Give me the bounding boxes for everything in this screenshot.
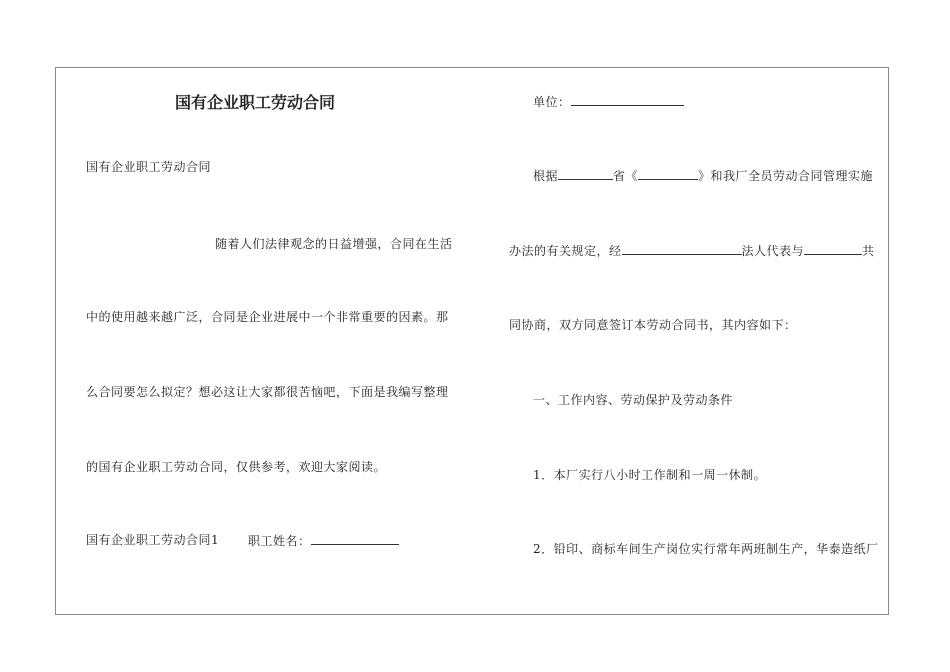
basis-text-e: 法人代表与 xyxy=(741,244,805,258)
contract-heading: 国有企业职工劳动合同1 xyxy=(86,533,220,547)
basis-text-a: 根据 xyxy=(533,169,559,183)
unit-line xyxy=(533,94,684,109)
clause-2: 2．铅印、商标车间生产岗位实行常年两班制生产，华泰造纸厂 xyxy=(533,542,879,556)
basis-text-b: 省《 xyxy=(613,169,639,183)
approver-blank xyxy=(622,243,742,255)
unit-blank xyxy=(571,94,684,106)
province-blank xyxy=(558,168,613,180)
intro-line-2: 中的使用越来越广泛，合同是企业进展中一个非常重要的因素。那 xyxy=(86,310,449,324)
section-1-heading: 一、工作内容、劳动保护及劳动条件 xyxy=(533,393,734,407)
document-subtitle: 国有企业职工劳动合同 xyxy=(86,160,212,174)
basis-line-3: 同协商，双方同意签订本劳动合同书，其内容如下： xyxy=(509,318,797,332)
basis-line-2 xyxy=(509,243,875,258)
employee-name-blank xyxy=(311,533,399,545)
basis-text-d: 办法的有关规定，经 xyxy=(509,244,622,258)
unit-label: 单位： xyxy=(533,95,571,109)
intro-line-3: 么合同要怎么拟定？想必这让大家都很苦恼吧，下面是我编写整理 xyxy=(86,385,449,399)
intro-line-4: 的国有企业职工劳动合同，仅供参考，欢迎大家阅读。 xyxy=(86,460,387,474)
regulation-blank xyxy=(638,168,698,180)
employee-name-label: 职工姓名： xyxy=(248,534,311,548)
document-page xyxy=(55,67,889,615)
intro-line-1: 随着人们法律观念的日益增强，合同在生活 xyxy=(215,237,453,251)
basis-text-f: 共 xyxy=(862,244,875,258)
party-blank xyxy=(804,243,862,255)
employee-name-line xyxy=(248,533,399,548)
document-title: 国有企业职工劳动合同 xyxy=(175,93,336,112)
clause-1: 1．本厂实行八小时工作制和一周一休制。 xyxy=(533,468,767,482)
basis-line-1 xyxy=(533,168,873,183)
basis-text-c: 》和我厂全员劳动合同管理实施 xyxy=(698,169,874,183)
